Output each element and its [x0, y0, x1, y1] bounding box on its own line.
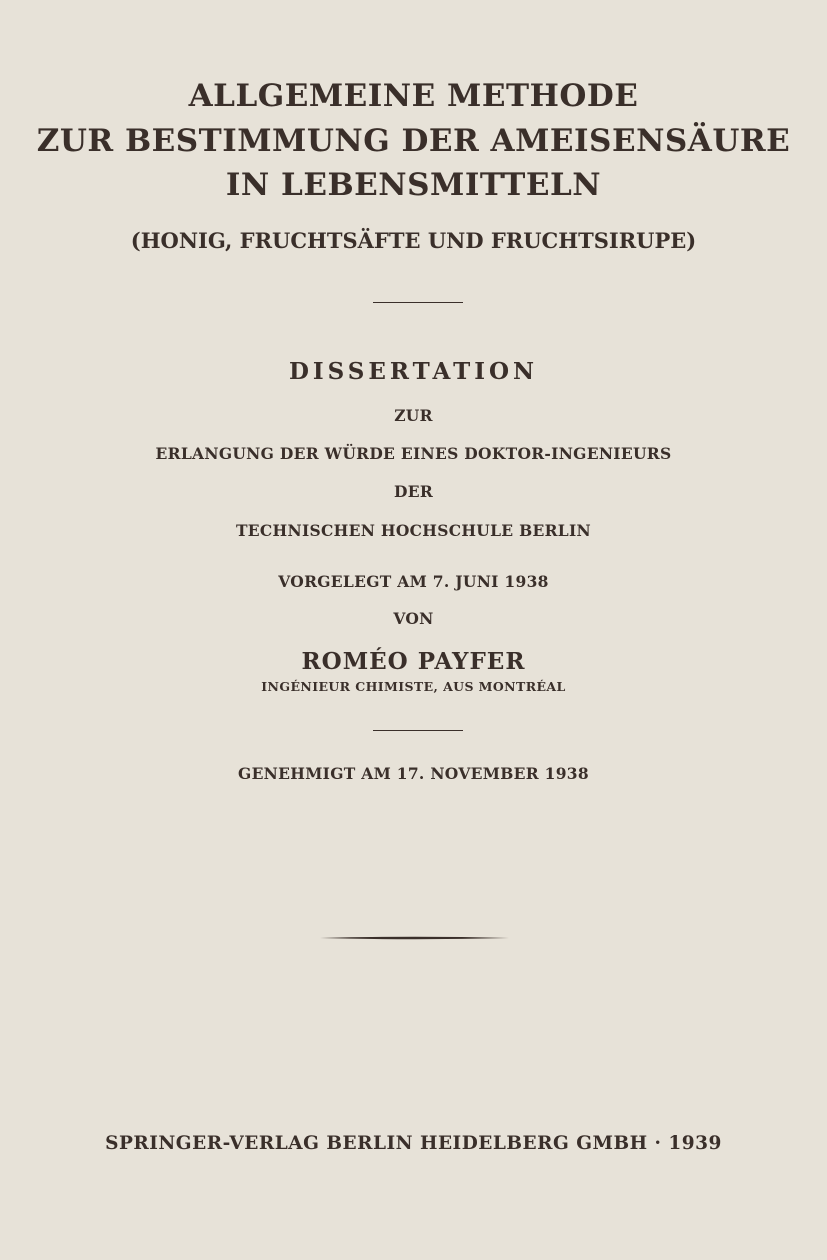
subtitle: (HONIG, FRUCHTSÄFTE UND FRUCHTSIRUPE) [130, 228, 697, 253]
dissertation-der: DER [393, 482, 434, 501]
dissertation-von: VON [393, 609, 434, 628]
dissertation-purpose: ERLANGUNG DER WÜRDE EINES DOKTOR-INGENIEURS [155, 444, 672, 463]
publisher-line: SPRINGER-VERLAG BERLIN HEIDELBERG GMBH · 1939 [105, 1133, 722, 1154]
approval-date: GENEHMIGT AM 17. NOVEMBER 1938 [238, 764, 589, 783]
institution: TECHNISCHEN HOCHSCHULE BERLIN [235, 521, 592, 540]
divider-middle [373, 730, 463, 731]
divider-top [373, 302, 463, 303]
submission-date: VORGELEGT AM 7. JUNI 1938 [278, 572, 549, 591]
title-line-1: ALLGEMEINE METHODE [188, 78, 639, 114]
author-description: INGÉNIEUR CHIMISTE, AUS MONTRÉAL [261, 679, 566, 694]
dissertation-heading: DISSERTATION [288, 358, 539, 385]
ornamental-rule [320, 936, 510, 940]
title-line-2: ZUR BESTIMMUNG DER AMEISENSÄURE [36, 123, 791, 159]
author-name: ROMÉO PAYFER [301, 648, 526, 675]
dissertation-zur: ZUR [394, 406, 433, 425]
title-line-3: IN LEBENSMITTELN [225, 167, 602, 203]
